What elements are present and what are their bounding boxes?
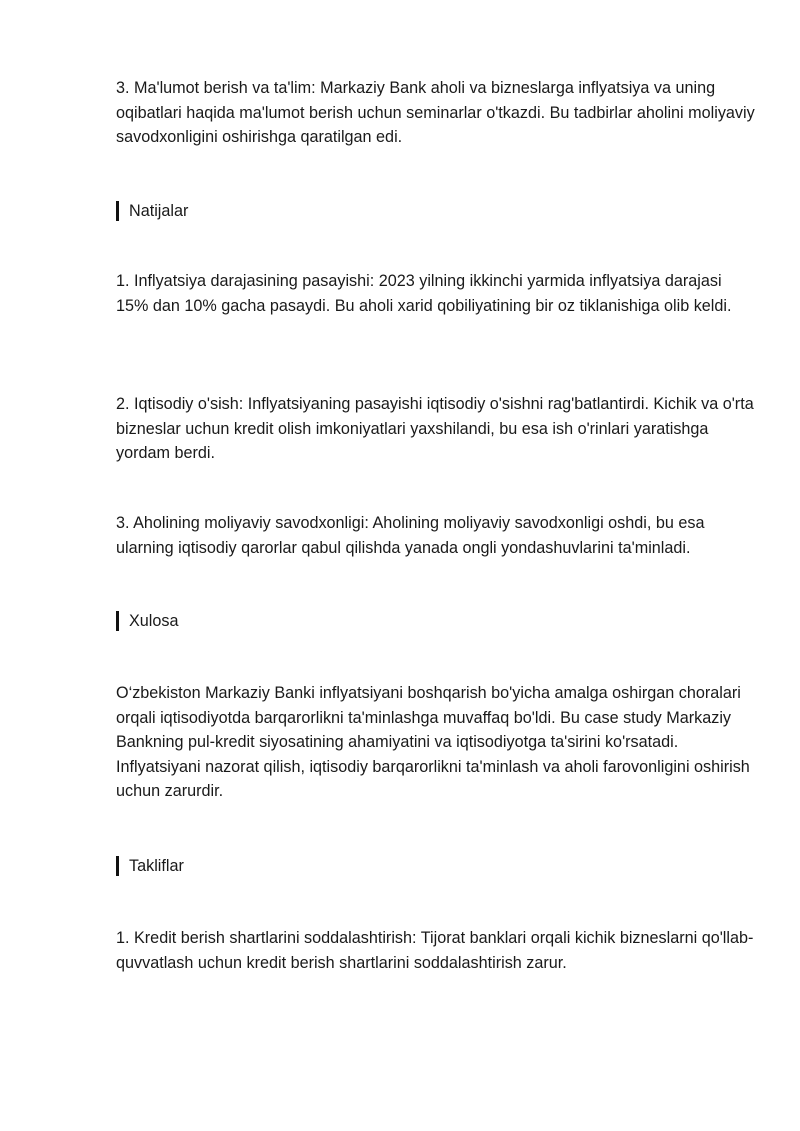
heading-marker-bar	[116, 611, 119, 631]
paragraph-economic-growth: 2. Iqtisodiy o'sish: Inflyatsiyaning pasayishi iqtisodiy o'sishni rag'batlantirdi. Kichik va o'rta bizneslar uchun kredit olish imkoniyatlari yaxshilandi, bu esa ish o'rinlari yaratishga yordam berdi.	[116, 395, 754, 462]
section-heading-natijalar	[116, 200, 188, 222]
paragraph-credit-simplification: 1. Kredit berish shartlarini soddalashtirish: Tijorat banklari orqali kichik bizneslarni qo'llab-quvvatlash uchun kredit berish shartlarini soddalashtirish zarur.	[116, 929, 754, 972]
section-heading-xulosa	[116, 610, 179, 632]
section-heading-takliflar	[116, 855, 184, 877]
paragraph-information-education: 3. Ma'lumot berish va ta'lim: Markaziy Bank aholi va bizneslarga inflyatsiya va uning oqibatlari haqida ma'lumot berish uchun seminarlar o'tkazdi. Bu tadbirlar aholini moliyaviy savodxonligini oshirishga qaratilgan edi.	[116, 79, 755, 146]
paragraph-financial-literacy: 3. Aholining moliyaviy savodxonligi: Aholining moliyaviy savodxonligi oshdi, bu esa ularning iqtisodiy qarorlar qabul qilishda yanada ongli yondashuvlarini ta'minladi.	[116, 514, 705, 557]
heading-label: Xulosa	[129, 612, 179, 630]
heading-label: Natijalar	[129, 202, 189, 220]
paragraph-inflation-decline: 1. Inflyatsiya darajasining pasayishi: 2023 yilning ikkinchi yarmida inflyatsiya darajasi 15% dan 10% gacha pasaydi. Bu aholi xarid qobiliyatining bir oz tiklanishiga olib keldi.	[116, 272, 732, 315]
paragraph-conclusion: O‘zbekiston Markaziy Banki inflyatsiyani boshqarish bo'yicha amalga oshirgan choralari orqali iqtisodiyotda barqarorlikni ta'minlashga muvaffaq bo'ldi. Bu case study Markaziy Bankning pul-kredit siyosatining ahamiyatini va iqtisodiyotga ta'sirini ko'rsatadi. Inflyatsiyani nazorat qilish, iqtisodiy barqarorlikni ta'minlash va aholi farovonligini oshirish uchun zarurdir.	[116, 684, 750, 800]
heading-marker-bar	[116, 856, 119, 876]
heading-marker-bar	[116, 201, 119, 221]
heading-label: Takliflar	[129, 857, 184, 875]
